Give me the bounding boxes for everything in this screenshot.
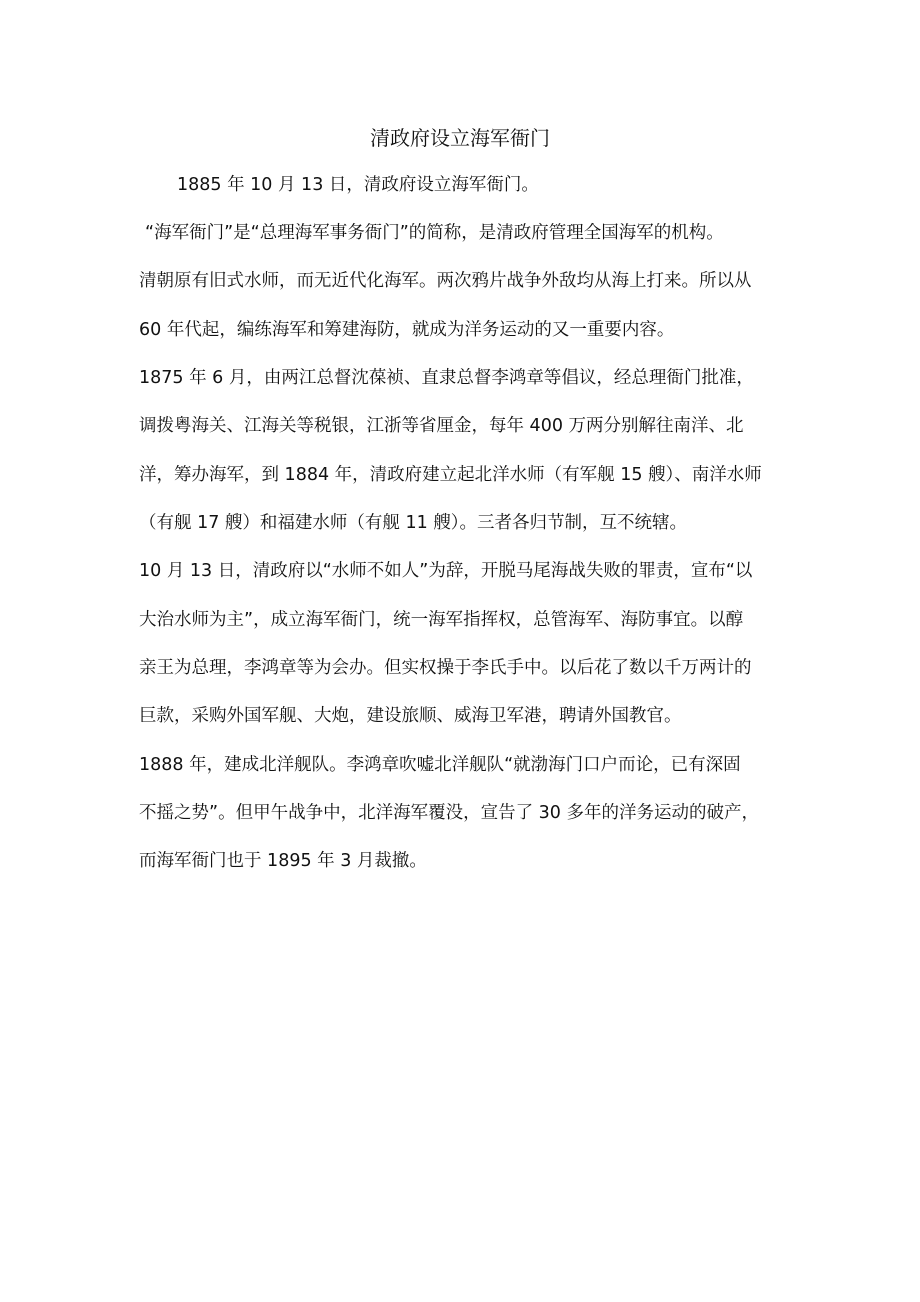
paragraph-line: 大治水师为主”，成立海军衙门，统一海军指挥权，总管海军、海防事宜。以醇 — [139, 610, 744, 630]
document-title: 清政府设立海军衙门 — [370, 126, 550, 150]
paragraph-line: 60 年代起，编练海军和筹建海防，就成为洋务运动的又一重要内容。 — [139, 320, 675, 340]
paragraph-line: 10 月 13 日，清政府以“水师不如人”为辞，开脱马尾海战失败的罪责，宣布“以 — [139, 561, 753, 581]
paragraph-line: 清朝原有旧式水师，而无近代化海军。两次鸦片战争外敌均从海上打来。所以从 — [139, 271, 752, 291]
paragraph-line: 1888 年，建成北洋舰队。李鸿章吹嘘北洋舰队“就渤海门口户而论，已有深固 — [139, 755, 741, 775]
paragraph-line: 巨款，采购外国军舰、大炮，建设旅顺、威海卫军港，聘请外国教官。 — [139, 706, 682, 726]
paragraph-line: 洋，筹办海军，到 1884 年，清政府建立起北洋水师（有军舰 15 艘）、南洋水师 — [139, 465, 762, 485]
paragraph-line: 1875 年 6 月，由两江总督沈葆祯、直隶总督李鸿章等倡议，经总理衙门批准， — [139, 368, 754, 388]
paragraph-line: 调拨粤海关、江海关等税银，江浙等省厘金，每年 400 万两分别解往南洋、北 — [139, 416, 744, 436]
paragraph-line: 而海军衙门也于 1895 年 3 月裁撤。 — [139, 851, 427, 871]
paragraph-line: “海军衙门”是“总理海军事务衙门”的简称，是清政府管理全国海军的机构。 — [145, 223, 724, 243]
paragraph-line: 1885 年 10 月 13 日，清政府设立海军衙门。 — [177, 175, 539, 195]
paragraph-line: 亲王为总理，李鸿章等为会办。但实权操于李氏手中。以后花了数以千万两计的 — [139, 658, 752, 678]
paragraph-line: 不摇之势”。但甲午战争中，北洋海军覆没，宣告了 30 多年的洋务运动的破产， — [139, 803, 759, 823]
paragraph-line: （有舰 17 艘）和福建水师（有舰 11 艘）。三者各归节制，互不统辖。 — [139, 513, 688, 533]
